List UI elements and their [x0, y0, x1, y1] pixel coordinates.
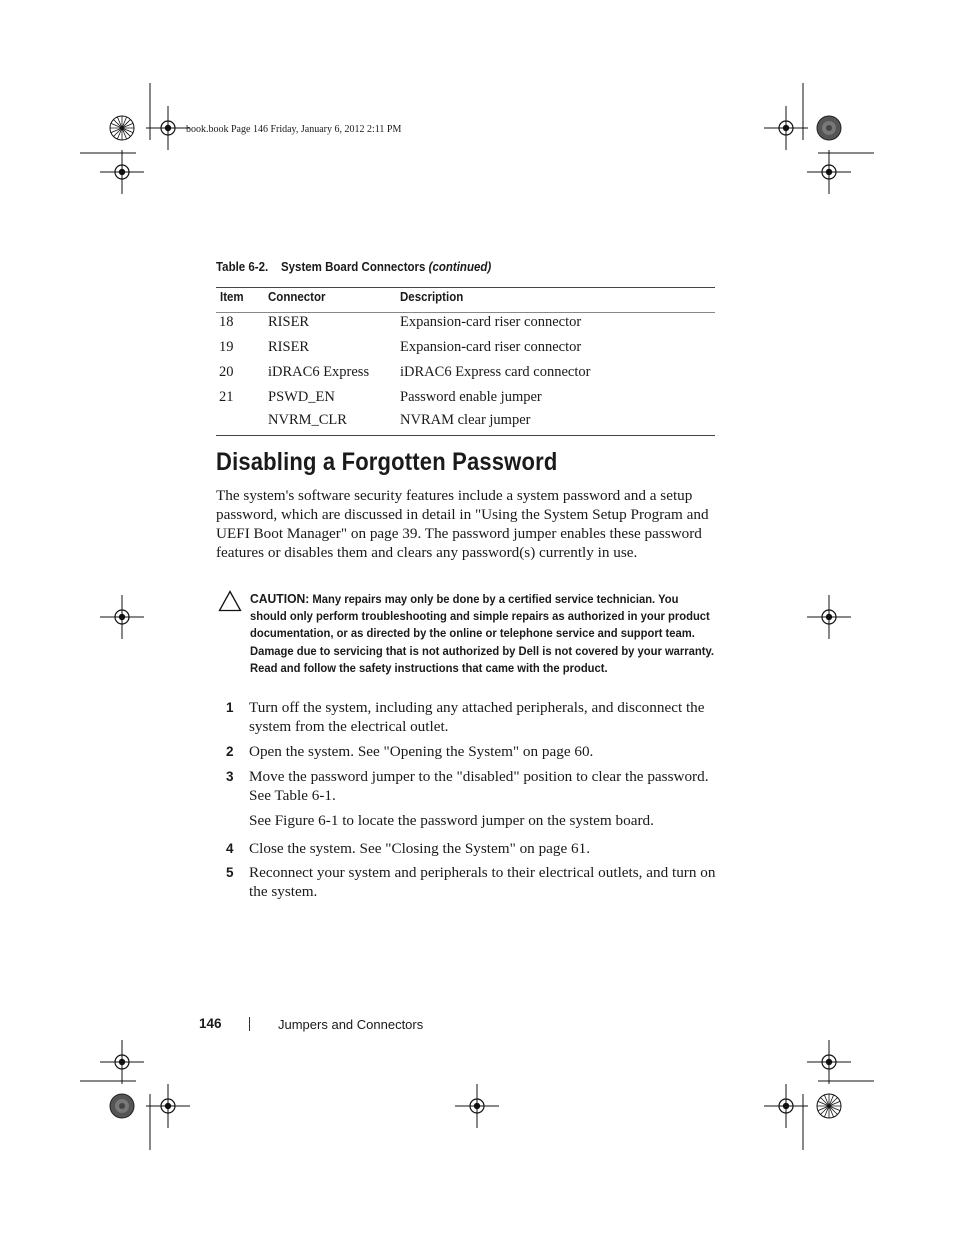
step-number: 1: [226, 700, 234, 715]
step-note: See Figure 6-1 to locate the password jumper on the system board.: [249, 812, 654, 829]
step-number: 3: [226, 769, 234, 784]
cell-description: Expansion-card riser connector: [400, 339, 582, 355]
cell-connector: iDRAC6 Express: [268, 364, 370, 380]
table-caption-title: System Board Connectors: [280, 260, 426, 274]
cell-item: 18: [219, 314, 234, 330]
caution-label: CAUTION:: [250, 591, 310, 606]
header-description: Description: [400, 290, 464, 304]
step-number: 4: [226, 841, 234, 856]
footer-chapter-title: Jumpers and Connectors: [278, 1017, 424, 1032]
header-item: Item: [220, 290, 244, 304]
cell-description: Password enable jumper: [400, 389, 542, 405]
cell-connector: NVRM_CLR: [268, 412, 347, 428]
table-header-rule: [216, 312, 715, 313]
header-connector: Connector: [268, 290, 326, 304]
step-text: Reconnect your system and peripherals to their electrical outlets, and turn on the system.: [249, 864, 716, 900]
cell-connector: RISER: [268, 339, 310, 355]
table-caption: [216, 260, 491, 274]
page-number: 146: [199, 1016, 222, 1031]
step-text: Close the system. See "Closing the System" on page 61.: [249, 840, 591, 857]
cell-item: 20: [219, 364, 234, 380]
table-bottom-rule: [216, 435, 715, 436]
table-top-rule: [216, 287, 715, 288]
step-number: 2: [226, 744, 234, 759]
step-number: 5: [226, 865, 234, 880]
intro-paragraph: The system's software security features include a system password and a setup password, which are discussed in detail in "Using the System Setup Program and UEFI Boot Manager" on page 39. The password jumper enables these password features or disables them and clears any password(s) currently in use.: [216, 487, 709, 561]
step-text: Move the password jumper to the "disabled" position to clear the password. See Table 6-1.: [249, 768, 709, 804]
cell-connector: RISER: [268, 314, 310, 330]
print-slug: book.book Page 146 Friday, January 6, 2012 2:11 PM: [186, 124, 402, 135]
section-title: Disabling a Forgotten Password: [216, 448, 558, 476]
cell-item: 19: [219, 339, 234, 355]
cell-description: iDRAC6 Express card connector: [400, 364, 591, 380]
warning-triangle-icon: [218, 590, 242, 612]
step-text: Turn off the system, including any attached peripherals, and disconnect the system from the electrical outlet.: [249, 699, 705, 735]
caution-text: Many repairs may only be done by a certified service technician. You should only perform troubleshooting and simple repairs as authorized in your product documentation, or as directed by the online or telephone service and support team. Damage due to servicing that is not authorized by Dell is not covered by your warranty. Read and follow the safety instructions that came with the product.: [250, 592, 714, 675]
cell-item: 21: [219, 389, 234, 405]
cell-connector: PSWD_EN: [268, 389, 335, 405]
cell-description: NVRAM clear jumper: [400, 412, 531, 428]
cell-description: Expansion-card riser connector: [400, 314, 582, 330]
caution-note: [250, 590, 716, 677]
footer-separator: [249, 1017, 250, 1031]
table-caption-continued: (continued): [428, 260, 492, 274]
step-text: Open the system. See "Opening the System" on page 60.: [249, 743, 594, 760]
table-caption-label: Table 6-2.: [216, 260, 269, 274]
